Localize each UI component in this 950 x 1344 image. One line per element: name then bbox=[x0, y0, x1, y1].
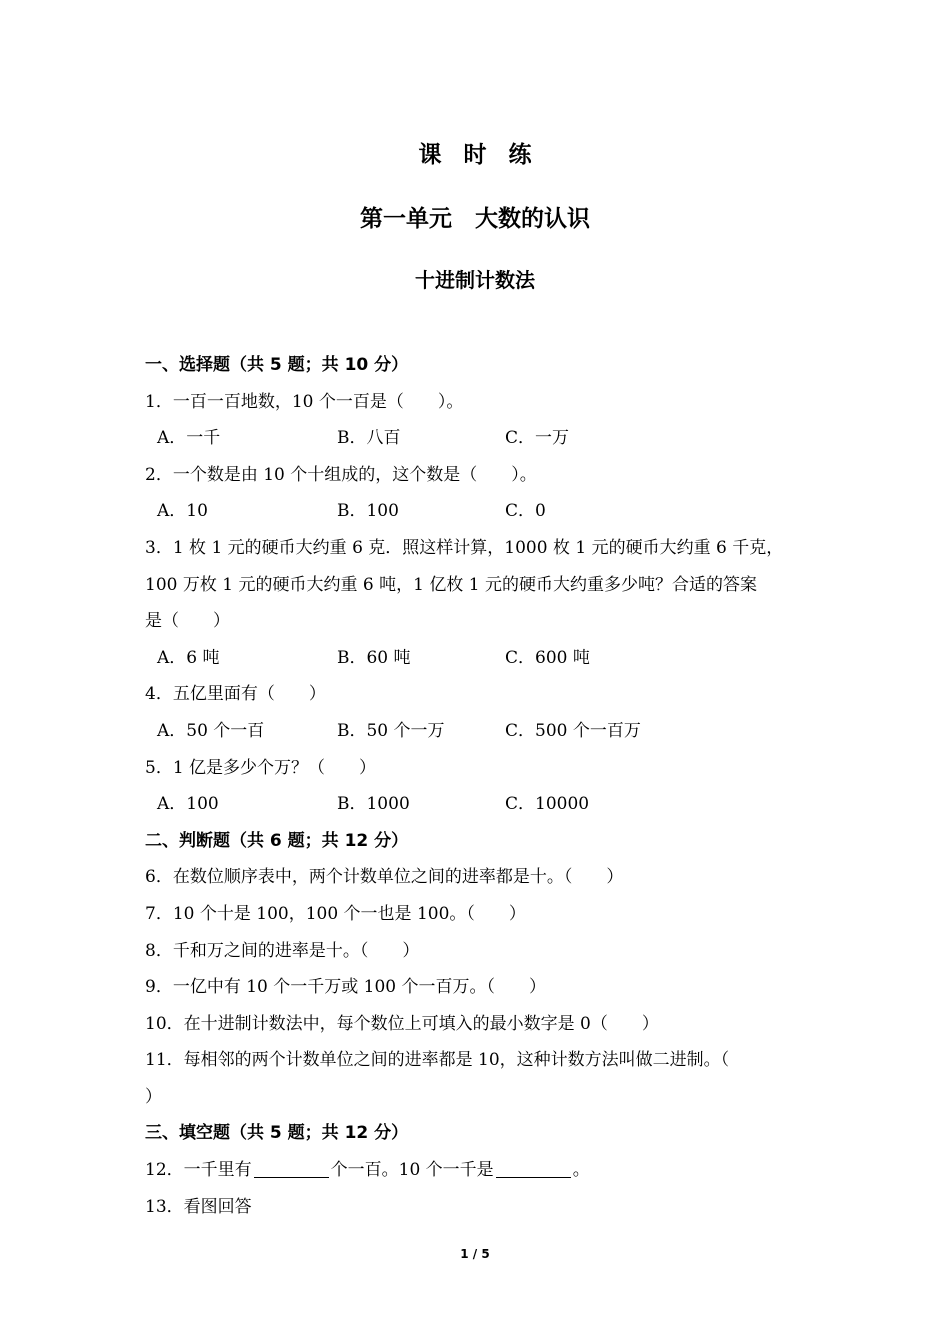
question-9: 9．一亿中有 10 个一千万或 100 个一百万。（ ） bbox=[145, 977, 547, 998]
question-5-options bbox=[145, 786, 815, 823]
question-12-part-3: 。 bbox=[572, 1160, 590, 1181]
question-13: 13．看图回答 bbox=[145, 1196, 252, 1217]
page-number: 1 / 5 bbox=[460, 1247, 490, 1261]
option-c: C．一万 bbox=[505, 428, 570, 449]
unit-title: 第一单元 大数的认识 bbox=[360, 206, 590, 232]
question-12 bbox=[145, 1152, 815, 1189]
option-b: B．1000 bbox=[337, 794, 410, 815]
question-12-part-1: 12．一千里有 bbox=[145, 1160, 252, 1181]
option-c: C．0 bbox=[505, 501, 546, 522]
option-a: A．100 bbox=[157, 794, 219, 815]
option-c: C．600 吨 bbox=[505, 647, 590, 668]
question-11-line-2: ） bbox=[145, 1086, 162, 1107]
option-b: B．100 bbox=[337, 501, 399, 522]
option-b: B．60 吨 bbox=[337, 647, 411, 668]
option-a: A．6 吨 bbox=[157, 647, 220, 668]
question-3-line-2: 100 万枚 1 元的硬币大约重 6 吨，1 亿枚 1 元的硬币大约重多少吨？合适的答案 bbox=[145, 574, 757, 595]
question-5: 5．1 亿是多少个万？（ ） bbox=[145, 757, 377, 778]
lesson-title: 十进制计数法 bbox=[415, 268, 535, 292]
question-2-options bbox=[145, 493, 815, 530]
question-10: 10．在十进制计数法中，每个数位上可填入的最小数字是 0（ ） bbox=[145, 1013, 659, 1034]
section-choice-heading: 一、选择题（共 5 题；共 10 分） bbox=[145, 355, 409, 375]
question-1-options bbox=[145, 420, 815, 457]
answer-blank-2[interactable] bbox=[496, 1159, 571, 1178]
question-3-line-3: 是（ ） bbox=[145, 611, 230, 632]
question-1: 1．一百一百地数，10 个一百是（ ）。 bbox=[145, 391, 464, 412]
question-11-line-1: 11．每相邻的两个计数单位之间的进率都是 10，这种计数方法叫做二进制。（ bbox=[145, 1050, 730, 1071]
option-a: A．10 bbox=[157, 501, 208, 522]
answer-blank-1[interactable] bbox=[254, 1159, 329, 1178]
question-4-options bbox=[145, 713, 815, 750]
question-8: 8．千和万之间的进率是十。（ ） bbox=[145, 940, 420, 961]
question-6: 6．在数位顺序表中，两个计数单位之间的进率都是十。（ ） bbox=[145, 867, 624, 888]
question-12-part-2: 个一百。10 个一千是 bbox=[330, 1160, 494, 1181]
option-b: B．50 个一万 bbox=[337, 720, 445, 741]
question-2: 2．一个数是由 10 个十组成的，这个数是（ ）。 bbox=[145, 464, 537, 485]
question-4: 4．五亿里面有（ ） bbox=[145, 684, 326, 705]
question-7: 7．10 个十是 100，100 个一也是 100。（ ） bbox=[145, 903, 526, 924]
question-3-line-1: 3．1 枚 1 元的硬币大约重 6 克．照这样计算，1000 枚 1 元的硬币大约重 6 千克， bbox=[145, 537, 784, 558]
section-fill-heading: 三、填空题（共 5 题；共 12 分） bbox=[145, 1123, 409, 1144]
worksheet-content bbox=[145, 347, 815, 1225]
option-c: C．500 个一百万 bbox=[505, 720, 641, 741]
option-a: A．一千 bbox=[157, 428, 221, 449]
section-judge-heading: 二、判断题（共 6 题；共 12 分） bbox=[145, 830, 409, 851]
option-c: C．10000 bbox=[505, 794, 590, 815]
doc-title: 课时练 bbox=[418, 142, 554, 168]
option-b: B．八百 bbox=[337, 428, 401, 449]
question-3-options bbox=[145, 640, 815, 677]
option-a: A．50 个一百 bbox=[157, 720, 265, 741]
